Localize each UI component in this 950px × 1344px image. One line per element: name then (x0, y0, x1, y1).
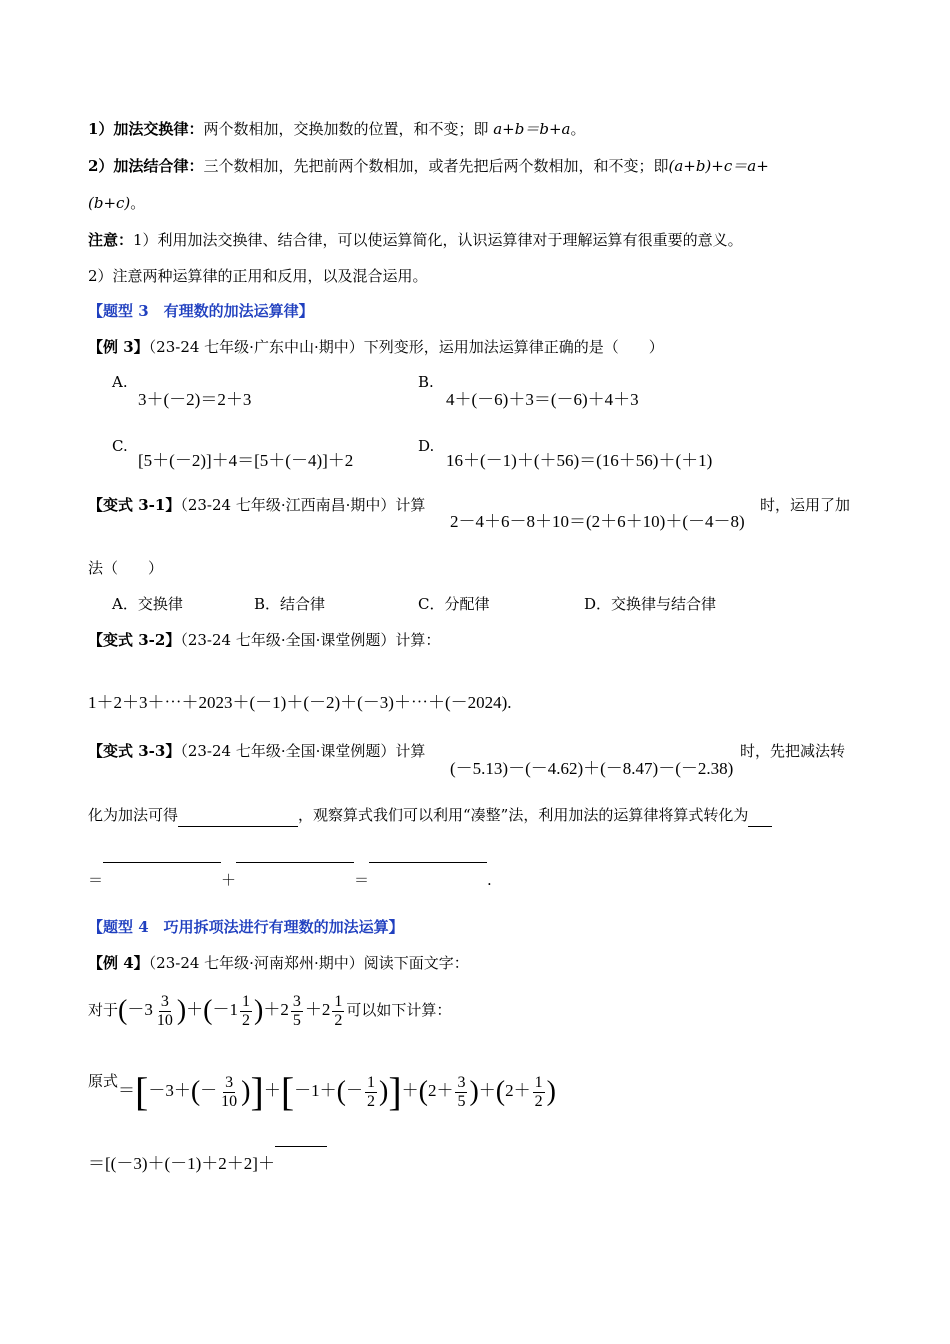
f1-num: 3 (160, 992, 169, 1010)
example3-label: 【例 3】 (88, 338, 149, 356)
f4-whole: 2 (321, 1000, 331, 1019)
f4-num: 1 (334, 992, 343, 1010)
note-line-1 (88, 229, 743, 251)
law-commutative (88, 118, 585, 140)
example4-text: （23-24 七年级·河南郑州·期中）阅读下面文字： (148, 954, 469, 972)
f3-den: 5 (292, 1011, 301, 1029)
variant3-2-stem (88, 629, 440, 651)
orig-f1-num: 3 (225, 1073, 234, 1091)
variant3-1-label: 【变式 3-1】 (88, 496, 181, 514)
ex3-option-b-key[interactable]: B. (418, 373, 434, 391)
ex3-option-c-expr: [5＋(－2)]＋4＝[5＋(－4)]＋2 (138, 451, 354, 470)
ex3-option-d-key[interactable]: D. (418, 437, 435, 455)
v31-option-b[interactable]: B．结合律 (254, 595, 326, 613)
variant3-2-text: （23-24 七年级·全国·课堂例题）计算： (180, 631, 441, 649)
note-line-2: 2）注意两种运算律的正用和反用，以及混合运用。 (88, 267, 428, 285)
orig-f3-den: 5 (457, 1092, 466, 1110)
orig-f2-whole: －1 (294, 1081, 320, 1100)
variant3-3-expr: (－5.13)－(－4.62)＋(－8.47)－(－2.38) (450, 759, 734, 778)
law2-formula-a: (a+b)+c＝a+ (668, 157, 769, 175)
variant3-1-expr: 2－4＋6－8＋10＝(2＋6＋10)＋(－4－8) (450, 512, 745, 531)
f2-whole: －1 (212, 1000, 238, 1019)
f2-num: 1 (242, 992, 250, 1010)
answer-blank-3[interactable] (103, 862, 221, 885)
law2-text: 三个数相加，先把前两个数相加，或者先把后两个数相加，和不变；即 (203, 157, 669, 175)
orig-f3-whole: 2 (427, 1081, 437, 1100)
ex3-option-b-expr: 4＋(－6)＋3＝(－6)＋4＋3 (446, 390, 639, 409)
plus-sign: ＋ (221, 871, 237, 889)
f3-num: 3 (292, 992, 301, 1010)
orig-fraction-4 (533, 1074, 545, 1111)
variant3-3-stem (88, 740, 425, 762)
variant3-1-text: （23-24 七年级·江西南昌·期中）计算 (180, 496, 426, 514)
variant3-2-expr: 1＋2＋3＋⋯＋2023＋(－1)＋(－2)＋(－3)＋⋯＋(－2024) (88, 693, 508, 712)
example4-calc-tail: 可以如下计算： (346, 1003, 452, 1019)
fraction-4 (332, 993, 344, 1030)
eq-sign-1: ＝ (88, 871, 104, 889)
law1-text: 两个数相加，交换加数的位置，和不变；即 (203, 120, 494, 138)
answer-blank-5[interactable] (369, 862, 487, 885)
f2-den: 2 (242, 1011, 250, 1029)
variant3-1-line2: 法（ ） (88, 559, 164, 577)
example4-for: 对于 (88, 1003, 119, 1019)
line3-expr: ＝[(－3)＋(－1)＋2＋2]＋ (88, 1154, 275, 1173)
v31-option-a[interactable]: A．交换律 (112, 595, 183, 613)
fraction-1 (155, 993, 175, 1030)
variant3-3-line2 (88, 804, 772, 827)
f1-whole: －3 (127, 1000, 153, 1019)
example3-stem (88, 336, 664, 358)
variant3-3-tail: 时，先把减法转 (740, 742, 846, 760)
answer-blank-1[interactable] (178, 804, 298, 827)
example4-label: 【例 4】 (88, 954, 149, 972)
ex3-option-a-expr: 3＋(－2)＝2＋3 (138, 390, 252, 409)
law2-formula-b: (b+c) (88, 194, 131, 212)
orig-f2-num: 1 (366, 1073, 375, 1091)
eq-sign-2: ＝ (354, 871, 370, 889)
example3-text: （23-24 七年级·广东中山·期中）下列变形，运用加法运算律正确的是（ ） (148, 338, 664, 356)
law-associative (88, 155, 769, 177)
orig-f1-den: 10 (221, 1092, 238, 1110)
fraction-3 (291, 993, 303, 1030)
orig-fraction-2 (365, 1074, 377, 1111)
f1-den: 10 (156, 1011, 173, 1029)
orig-f3-num: 3 (457, 1073, 466, 1091)
answer-blank-6[interactable] (275, 1146, 327, 1169)
fraction-2 (240, 993, 252, 1030)
orig-f4-num: 1 (534, 1073, 543, 1091)
law1-end: 。 (570, 120, 586, 138)
example4-line3 (88, 1146, 327, 1175)
v31-option-c[interactable]: C．分配律 (418, 595, 490, 613)
variant3-2-label: 【变式 3-2】 (88, 631, 181, 649)
ex3-option-c-key[interactable]: C. (112, 437, 128, 455)
example4-stem (88, 952, 469, 974)
orig-f4-whole: 2 (505, 1081, 514, 1100)
ex3-option-d-expr: 16＋(－1)＋(＋56)＝(16＋56)＋(＋1) (446, 451, 713, 470)
law1-label: 1）加法交换律： (88, 120, 204, 138)
law1-formula: a+b＝b+a (493, 120, 571, 138)
note-label: 注意： (88, 231, 134, 249)
section-title-type4: 【题型 4 巧用拆项法进行有理数的加法运算】 (88, 918, 404, 936)
orig-f4-den: 2 (534, 1092, 543, 1110)
variant3-3-line3 (88, 862, 492, 891)
example4-sum-line: 对于(－3 $\frac{3}{10}$ )＋(－1 $\frac{1}{2}$ )＋2 $\frac{3}{5}$ ＋2 $\frac{1}{2}$ 可以如下计算： (88, 992, 452, 1029)
answer-blank-4[interactable] (236, 862, 354, 885)
variant3-3-line2b: ，观察算式我们可以利用“凑整”法，利用加法的运算律将算式转化为 (298, 806, 749, 824)
variant3-2-end: . (507, 693, 512, 712)
note-text-1: 1）利用加法交换律、结合律，可以使运算简化，认识运算律对于理解运算有很重要的意义。 (133, 231, 743, 249)
variant3-3-label: 【变式 3-3】 (88, 742, 181, 760)
variant3-1-stem (88, 494, 425, 516)
answer-blank-2[interactable] (748, 804, 772, 827)
original-eq: ＝ (118, 1081, 136, 1100)
example4-original-line: 原式＝[－3＋(－ $\frac{3}{10}$ )]＋[－1＋(－ $\frac{1}{2}$ )]＋(2＋ $\frac{3}{5}$ )＋(2＋ $\frac{1}{2}$ ) (88, 1069, 556, 1115)
section-title-type3: 【题型 3 有理数的加法运算律】 (88, 302, 314, 320)
orig-f2-den: 2 (366, 1092, 375, 1110)
variant3-3-text: （23-24 七年级·全国·课堂例题）计算 (180, 742, 426, 760)
ex3-option-a-key[interactable]: A. (112, 373, 128, 391)
orig-fraction-1 (219, 1074, 239, 1111)
f3-whole: 2 (280, 1000, 289, 1019)
v31-option-d[interactable]: D．交换律与结合律 (584, 595, 717, 613)
orig-f1-whole: －3 (148, 1081, 174, 1100)
law2-label: 2）加法结合律： (88, 157, 204, 175)
variant3-2-expression (88, 692, 512, 714)
end-dot: . (487, 871, 492, 889)
variant3-3-line2a: 化为加法可得 (88, 806, 179, 824)
law2-end: 。 (130, 194, 146, 212)
law2-continued (88, 192, 145, 214)
original-label: 原式 (88, 1074, 119, 1090)
f4-den: 2 (334, 1011, 343, 1029)
variant3-1-tail: 时，运用了加 (760, 496, 851, 514)
orig-fraction-3 (455, 1074, 467, 1111)
